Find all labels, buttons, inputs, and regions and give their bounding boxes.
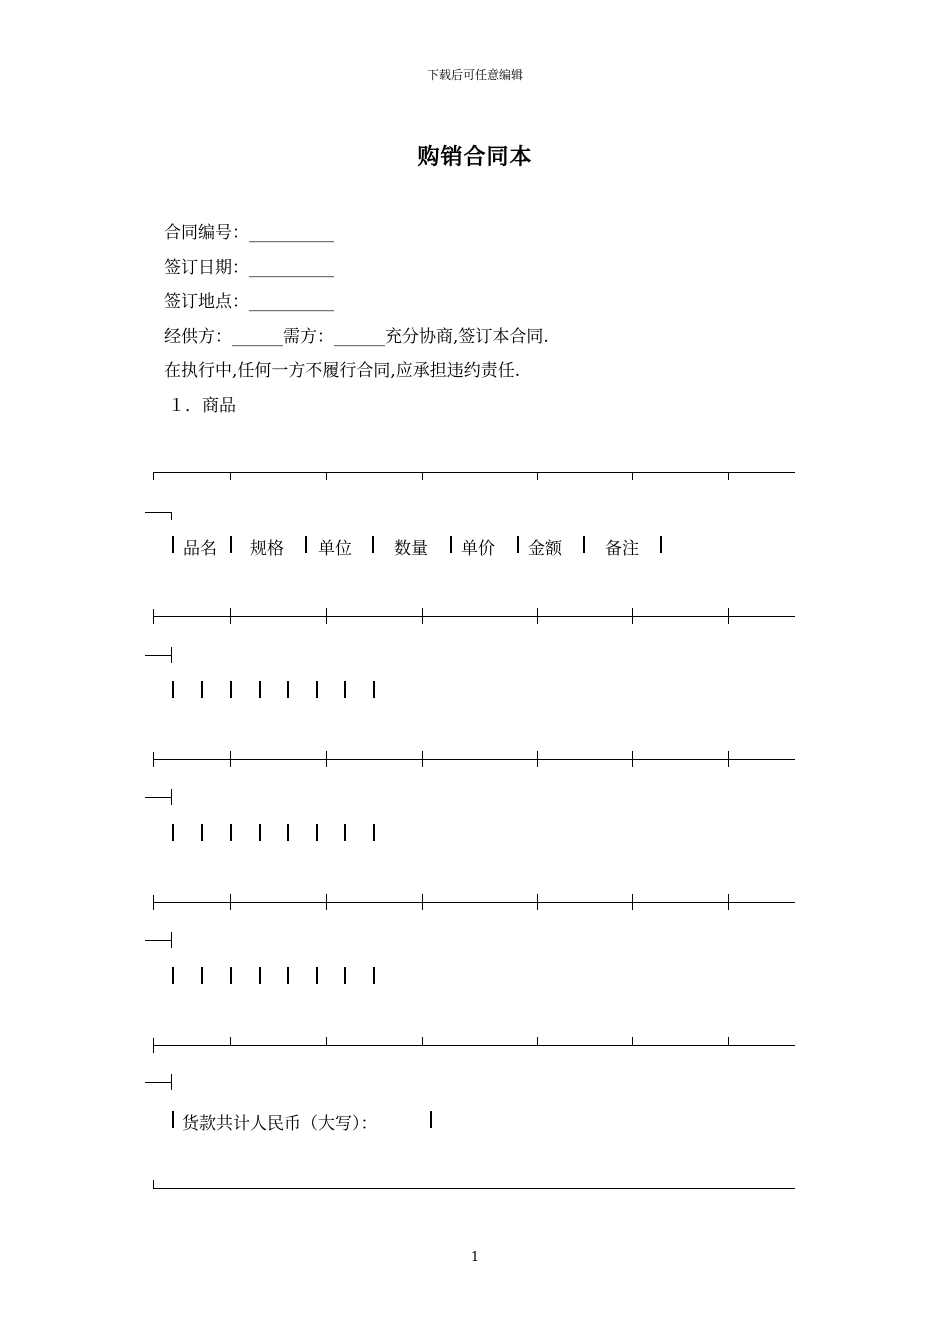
table-rule-tick — [230, 1037, 231, 1045]
table-rule-tick — [632, 894, 633, 910]
empty-row-cell-divider — [373, 681, 375, 698]
table-bottom-rule — [153, 1188, 795, 1189]
empty-row-cell-divider — [287, 681, 289, 698]
table-rule — [153, 759, 795, 760]
cell-divider — [430, 1111, 432, 1128]
table-rule-tick — [422, 608, 423, 624]
table-rule-left-cap — [153, 752, 154, 767]
table-rule-continuation — [145, 797, 172, 798]
section-heading-goods: １．商品 — [168, 396, 236, 416]
table-rule-left-cap — [153, 472, 154, 480]
table-rule-continuation-cap — [171, 932, 172, 948]
table-rule — [153, 472, 795, 473]
table-rule — [153, 902, 795, 903]
header-note: 下载后可任意编辑 — [426, 68, 523, 82]
cell-divider — [660, 536, 662, 553]
table-rule-tick — [326, 608, 327, 624]
table-rule-tick — [632, 472, 633, 480]
table-rule-tick — [537, 472, 538, 480]
table-rule-tick — [728, 608, 729, 624]
parties-paragraph: 经供方：______需方：______充分协商,签订本合同. — [164, 327, 549, 347]
cell-divider — [517, 536, 519, 553]
header-remarks: 备注 — [605, 539, 639, 559]
empty-row-cell-divider — [344, 967, 346, 984]
empty-row-cell-divider — [373, 824, 375, 841]
header-spec: 规格 — [250, 539, 284, 559]
cell-divider — [450, 536, 452, 553]
table-rule-continuation — [145, 1082, 172, 1083]
sign-place-field: 签订地点：__________ — [164, 292, 334, 312]
empty-row-cell-divider — [230, 967, 232, 984]
cell-divider — [172, 1111, 174, 1128]
table-rule-left-cap — [153, 609, 154, 624]
table-rule-tick — [537, 894, 538, 910]
table-rule-continuation — [145, 940, 172, 941]
table-rule-continuation-cap — [171, 512, 172, 520]
table-rule-tick — [537, 1037, 538, 1045]
empty-row-cell-divider — [230, 681, 232, 698]
header-unit-price: 单价 — [461, 539, 495, 559]
empty-row-cell-divider — [287, 967, 289, 984]
table-rule-tick — [632, 1037, 633, 1045]
header-name: 品名 — [183, 539, 217, 559]
table-rule-left-cap — [153, 1038, 154, 1053]
empty-row-cell-divider — [259, 824, 261, 841]
table-rule-left-cap — [153, 895, 154, 910]
cell-divider — [230, 536, 232, 553]
table-rule-tick — [230, 894, 231, 910]
table-rule-tick — [728, 751, 729, 767]
empty-row-cell-divider — [316, 681, 318, 698]
empty-row-cell-divider — [316, 824, 318, 841]
empty-row-cell-divider — [287, 824, 289, 841]
table-rule-tick — [326, 472, 327, 480]
table-rule-tick — [326, 1037, 327, 1045]
table-rule-tick — [537, 751, 538, 767]
header-amount: 金额 — [528, 539, 562, 559]
table-rule-tick — [422, 1037, 423, 1045]
table-rule-continuation — [145, 512, 172, 513]
table-rule — [153, 1045, 795, 1046]
table-rule-tick — [728, 472, 729, 480]
table-rule-tick — [230, 751, 231, 767]
table-rule-tick — [422, 472, 423, 480]
table-header-row — [172, 534, 639, 854]
header-unit: 单位 — [318, 539, 352, 559]
table-rule-tick — [230, 472, 231, 480]
cell-divider — [583, 536, 585, 553]
empty-row-cell-divider — [201, 824, 203, 841]
empty-row-cell-divider — [344, 681, 346, 698]
table-rule-continuation — [145, 655, 172, 656]
cell-divider — [172, 536, 174, 553]
table-rule-tick — [422, 894, 423, 910]
breach-paragraph: 在执行中,任何一方不履行合同,应承担违约责任. — [164, 361, 521, 381]
header-quantity: 数量 — [394, 539, 428, 559]
empty-row-cell-divider — [172, 967, 174, 984]
contract-number-field: 合同编号：__________ — [164, 223, 334, 243]
table-rule-continuation-cap — [171, 1074, 172, 1090]
empty-row-cell-divider — [373, 967, 375, 984]
empty-row-cell-divider — [201, 681, 203, 698]
total-label: 货款共计人民币（大写）： — [182, 1114, 378, 1134]
table-rule — [153, 616, 795, 617]
sign-date-field: 签订日期：__________ — [164, 258, 334, 278]
empty-row-cell-divider — [230, 824, 232, 841]
table-bottom-left-cap — [153, 1180, 154, 1188]
empty-row-cell-divider — [259, 967, 261, 984]
table-rule-tick — [230, 608, 231, 624]
empty-row-cell-divider — [344, 824, 346, 841]
table-rule-tick — [632, 751, 633, 767]
table-rule-tick — [728, 1037, 729, 1045]
empty-row-cell-divider — [201, 967, 203, 984]
document-title: 购销合同本 — [417, 144, 533, 170]
table-rule-tick — [632, 608, 633, 624]
cell-divider — [305, 536, 307, 553]
empty-row-cell-divider — [316, 967, 318, 984]
empty-row-cell-divider — [259, 681, 261, 698]
table-rule-tick — [326, 894, 327, 910]
page-number: 1 — [470, 1250, 480, 1265]
table-rule-tick — [326, 751, 327, 767]
cell-divider — [372, 536, 374, 553]
table-total-row — [172, 1109, 378, 1189]
table-rule-tick — [422, 751, 423, 767]
table-rule-tick — [728, 894, 729, 910]
table-rule-tick — [537, 608, 538, 624]
